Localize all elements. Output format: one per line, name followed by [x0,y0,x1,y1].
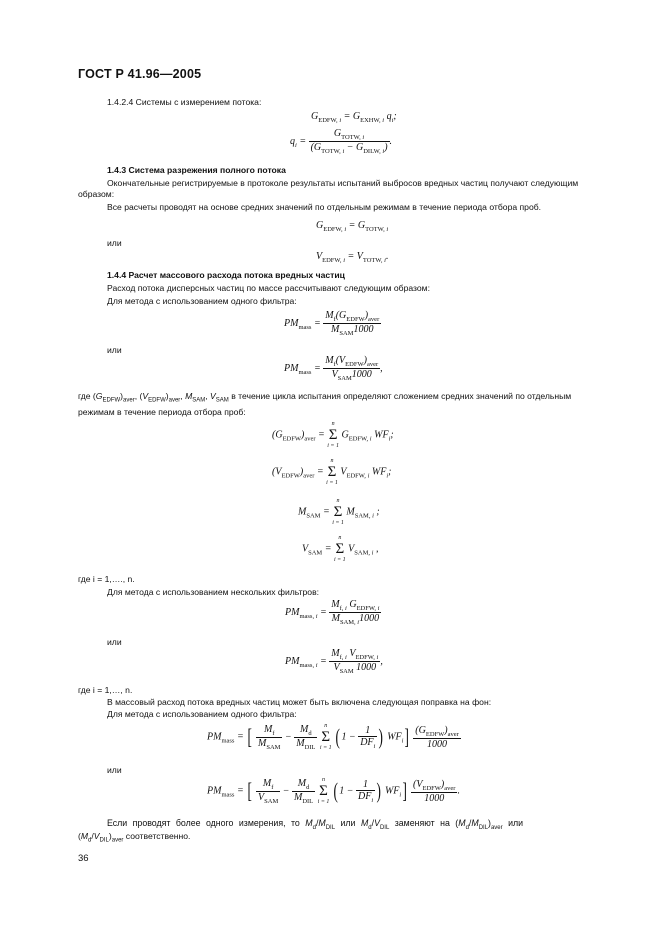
page-header-title: ГОСТ Р 41.96—2005 [78,67,202,81]
paragraph-mass-rate: Расход потока дисперсных частиц по массе рассчитывают следующим образом: [107,283,430,293]
where-i-range-2: где i = 1,…, n. [78,685,133,695]
formula-pm-mass-bg-m: $PM_{mass}$ = [ $\frac{M_f}{M_{SAM}}$ − $\frac{M_d}{M_{DIL}}$ n Σ i = 1 (1 − $\frac{1}{DF_i}$ ) $WF_i$] $\frac{(G_{EDFW})_{aver}}{1000}$ [207,723,459,751]
formula-v-edfw-aver: $(V_{EDFW})_{aver}$ = n Σ i = 1 $V_{EDFW, i}$ $WF_i$; [272,458,392,486]
paragraph-multiple-measurements-end: $(M_d/V_{DIL})_{aver}$ соответственно. [78,831,191,844]
paragraph-all-calculations: Все расчеты проводят на основе средних значений по отдельным режимам в течение периода отбора проб. [107,202,542,212]
page-number: 36 [78,853,89,864]
formula-g-edfw: $G_{EDFW, i} = G_{EXHW, i}$ $q_i$; [311,111,397,124]
formula-pm-mass-i-g: $PM_{mass, i}$ = $\frac{M_{f, i} G_{EDFW, i}}{M_{SAM, i}1000}$ [285,599,380,626]
paragraph-single-filter-2: Для метода с использованием одного фильтра: [107,709,297,719]
where-i-range-1: где i = 1,…., n. [78,574,135,584]
paragraph-single-filter-1: Для метода с использованием одного фильтра: [107,296,297,306]
or-label-3: или [107,637,122,647]
section-1-4-2-4: 1.4.2.4 Системы с измерением потока: [107,97,262,107]
paragraph-final-results: Окончательные регистрируемые в протоколе результаты испытаний выбросов вредных частиц получают следующим образом: [78,178,579,199]
section-1-4-3: 1.4.3 Система разрежения полного потока [107,165,286,175]
formula-pm-mass-i-v: $PM_{mass, i}$ = $\frac{M_{f, i} V_{EDFW, i}}{V_{SAM} 1000}$ , [285,648,383,675]
or-label-2: или [107,345,122,355]
formula-v-sam: $V_{SAM}$ = n Σ i = 1 $V_{SAM, i}$ , [302,535,379,563]
formula-pm-mass-bg-v: $PM_{mass}$ = [ $\frac{M_f}{V_{SAM}}$ − $\frac{M_d}{M_{DIL}}$ n Σ i = 1 (1 − $\frac{1}{DF_i}$ ) $WF_i$] $\frac{(V_{EDFW})_{aver}}{1000}$ . [207,777,460,805]
formula-q-i: $q_i$ = $\frac{G_{TOTW, i}}{(G_{TOTW, i} - G_{DILW, i})}$ . [290,128,393,155]
paragraph-multiple-measurements: Если проводят более одного измерения, то $M_d/M_{DIL}$ или $M_d/V_{DIL}$ заменяют на $(M_d/M_{DIL})_{aver}$ или [107,818,524,831]
section-1-4-4: 1.4.4 Расчет массового расхода потока вредных частиц [107,270,345,280]
formula-g-edfw-aver: $(G_{EDFW})_{aver}$ = n Σ i = 1 $G_{EDFW, i}$ $WF_i$; [272,421,394,449]
or-label-1: или [107,238,122,248]
paragraph-multiple-filters: Для метода с использованием нескольких фильтров: [107,587,320,597]
paragraph-where-text: в течение цикла испытания определяют сложением средних значений по отдельным режимам в течение периода отбора проб: [78,391,572,417]
formula-m-sam: $M_{SAM}$ = n Σ i = 1 $M_{SAM, i}$ ; [298,498,380,526]
formula-pm-mass-g: $PM_{mass}$ = $\frac{M_f(G_{EDFW})_{aver}}{M_{SAM}1000}$ [284,310,380,337]
paragraph-background-correction: В массовый расход потока вредных частиц может быть включена следующая поправка на фон: [107,697,492,707]
or-label-4: или [107,765,122,775]
formula-pm-mass-v: $PM_{mass}$ = $\frac{M_f(V_{EDFW})_{aver}}{V_{SAM}1000}$ , [284,355,383,382]
formula-v-edfw-totw: $V_{EDFW, i} = V_{TOTW, i}$. [316,251,389,264]
paragraph-where-definitions: где $(G_{EDFW})_{aver}$, $(V_{EDFW})_{aver}$, $M_{SAM}$, $V_{SAM}$ в течение цикла испытания определяют сложением средних значений по отдельным режимам в течение периода отбора проб: [78,391,572,417]
formula-g-edfw-totw: $G_{EDFW, i} = G_{TOTW, i}$ [316,220,389,233]
